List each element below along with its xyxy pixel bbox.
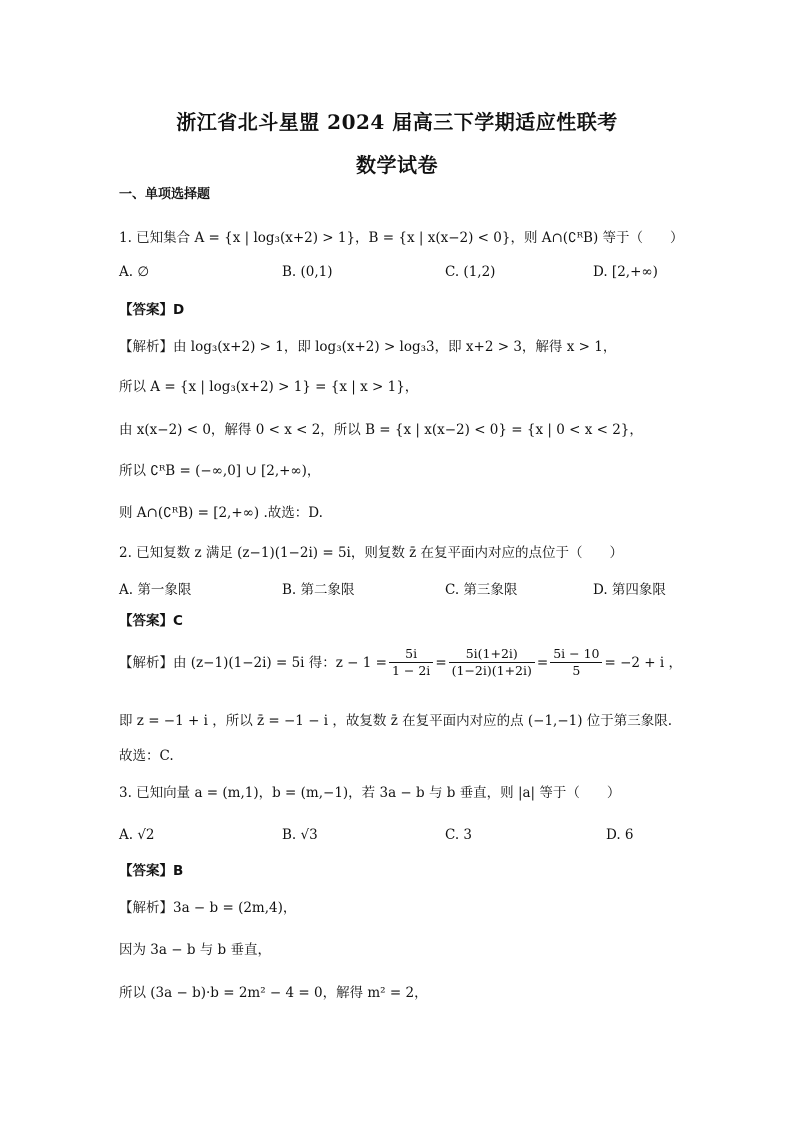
fraction-denominator: 1 − 2i [391,663,431,678]
q1-answer: 【答案】D [119,302,185,318]
fraction-denominator: 5 [572,663,581,678]
fraction [550,646,602,679]
q2-stem: 2. 已知复数 z 满足 (z−1)(1−2i) = 5i，则复数 z̄ 在复平面内对应的点位于（ ） [119,545,624,561]
q1-option-b: B. (0,1) [282,264,333,280]
q3-analysis-line: 所以 (3a − b)·b = 2m² − 4 = 0，解得 m² = 2， [119,985,428,1001]
q1-analysis-line: 所以 A = {x | log₃(x+2) > 1} = {x | x > 1}， [119,379,419,395]
document-subtitle: 数学试卷 [356,153,438,177]
q3-stem: 3. 已知向量 a = (m,1)，b = (m,−1)，若 3a − b 与 b 垂直，则 |a| 等于（ ） [119,785,621,801]
q2-option-c: C. 第三象限 [445,582,518,598]
q1-analysis-line: 由 x(x−2) < 0，解得 0 < x < 2，所以 B = {x | x(x−2) < 0} = {x | 0 < x < 2}， [119,422,643,438]
section-heading: 一、单项选择题 [119,187,211,202]
fraction-denominator: (1−2i)(1+2i) [451,663,532,678]
q3-option-a: A. √2 [119,827,155,843]
q1-analysis-line: 【解析】由 log₃(x+2) > 1，即 log₃(x+2) > log₃3，即 x+2 > 3，解得 x > 1， [119,339,617,355]
q2-analysis-line: 故选：C. [119,748,174,764]
q2-analysis-prefix: 【解析】由 (z−1)(1−2i) = 5i 得：z − 1 = [119,654,387,671]
q2-option-b: B. 第二象限 [282,582,355,598]
fraction-numerator: 5i − 10 [550,646,602,663]
q2-option-a: A. 第一象限 [119,582,192,598]
q3-option-b: B. √3 [282,827,318,843]
q3-option-c: C. 3 [445,827,473,843]
q1-analysis-line: 所以 ∁ᴿB = (−∞,0] ∪ [2,+∞)， [119,463,321,479]
q2-option-d: D. 第四象限 [593,582,666,598]
q1-stem: 1. 已知集合 A = {x | log₃(x+2) > 1}，B = {x | x(x−2) < 0}，则 A∩(∁ᴿB) 等于（ ） [119,230,684,246]
q3-option-d: D. 6 [606,827,634,843]
q2-analysis-line: 即 z = −1 + i ，所以 z̄ = −1 − i ，故复数 z̄ 在复平面内对应的点 (−1,−1) 位于第三象限. [119,713,673,729]
q1-option-c: C. (1,2) [445,264,496,280]
q1-option-d: D. [2,+∞) [593,264,658,280]
q1-analysis-line: 则 A∩(∁ᴿB) = [2,+∞) .故选：D. [119,505,323,521]
q3-analysis-line: 因为 3a − b 与 b 垂直， [119,942,271,958]
q2-analysis-equation: 【解析】由 (z−1)(1−2i) = 5i 得：z − 1 = $\frac{5i}{1 - 2i}$ = $\frac{5i(1+2i)}{(1-2i)(1+2i)}$ = $\frac{5i - 10}{5}$ = −2 + i ， [119,646,682,678]
q3-answer: 【答案】B [119,863,184,879]
fraction [449,646,535,679]
fraction-numerator: 5i(1+2i) [449,646,535,663]
q1-option-a: A. ∅ [119,264,150,280]
q2-answer: 【答案】C [119,613,183,629]
q3-analysis-line: 【解析】3a − b = (2m,4)， [119,900,297,916]
q2-analysis-suffix: = −2 + i ， [604,654,682,671]
fraction-numerator: 5i [389,646,433,663]
document-title: 浙江省北斗星盟 2024 届高三下学期适应性联考 [176,110,618,134]
fraction [389,646,433,679]
